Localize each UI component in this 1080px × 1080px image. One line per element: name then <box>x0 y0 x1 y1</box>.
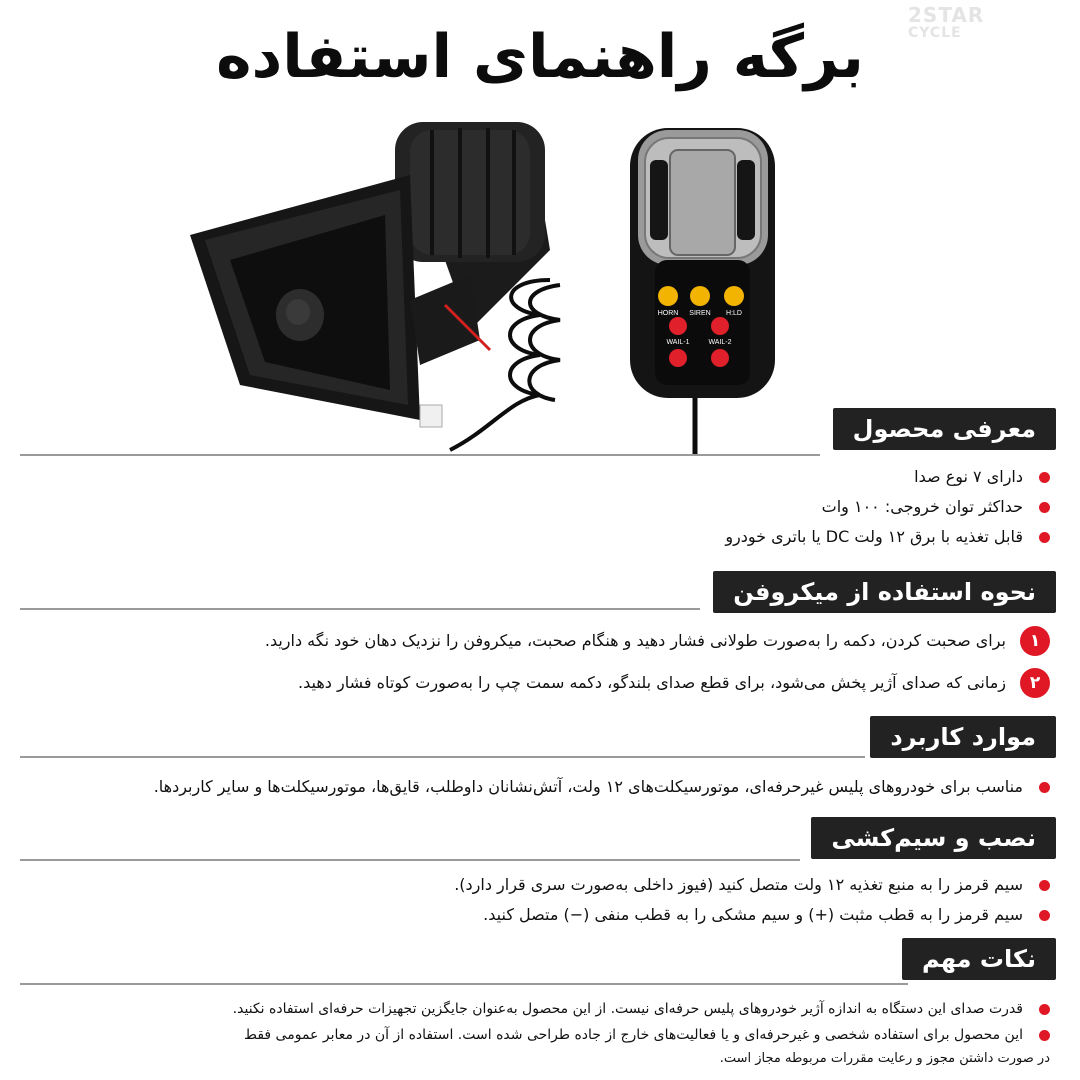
horn-label: HORN <box>657 310 679 317</box>
section-notes-header: نکات مهم <box>902 938 1056 980</box>
list-item: مناسب برای خودروهای پلیس غیرحرفه‌ای، موتورسیکلت‌های ۱۲ ولت، آتش‌نشانان داوطلب، قایق‌ها، موتورسیکلت‌ها و سایر کاربردها. <box>154 776 1050 798</box>
siren-speaker-illustration <box>170 100 810 460</box>
step-item: ۱ برای صحبت کردن، دکمه را به‌صورت طولانی فشار دهید و هنگام صحبت، میکروفن را نزدیک دهان خود نگه دارید. <box>265 630 1050 656</box>
section-usage-header: موارد کاربرد <box>870 716 1056 758</box>
step-item: ۲ زمانی که صدای آژیر پخش می‌شود، برای قطع صدای بلندگو، دکمه سمت چپ را به‌صورت کوتاه فشار دهید. <box>298 672 1050 698</box>
wail1-button <box>669 349 687 367</box>
section-intro-header: معرفی محصول <box>833 408 1056 450</box>
list-item: حداکثر توان خروجی: ۱۰۰ وات <box>822 496 1050 518</box>
list-item: دارای ۷ نوع صدا <box>914 466 1050 488</box>
notes-divider <box>20 983 908 985</box>
bullet-icon <box>1039 910 1050 921</box>
install-divider <box>20 859 800 861</box>
wail2-button <box>711 349 729 367</box>
page-title: برگه راهنمای استفاده <box>216 22 864 92</box>
wail1-button-top <box>669 317 687 335</box>
section-install-header: نصب و سیم‌کشی <box>811 817 1056 859</box>
list-item: قدرت صدای این دستگاه به اندازه آژیر خودروهای پلیس حرفه‌ای نیست. از این محصول به‌عنوان جایگزین تجهیزات حرفه‌ای استفاده نکنید. <box>233 998 1050 1020</box>
step-number-badge: ۱ <box>1020 626 1050 656</box>
wail1-label: WAIL-1 <box>666 339 690 346</box>
bullet-icon <box>1039 1030 1050 1041</box>
bullet-icon <box>1039 502 1050 513</box>
list-item: سیم قرمز را به منبع تغذیه ۱۲ ولت متصل کنید (فیوز داخلی به‌صورت سری قرار دارد). <box>454 874 1050 896</box>
list-item: قابل تغذیه با برق ۱۲ ولت DC یا باتری خودرو <box>725 526 1050 548</box>
bullet-icon <box>1039 1004 1050 1015</box>
list-item-continuation: در صورت داشتن مجوز و رعایت مقررات مربوطه مجاز است. <box>719 1051 1050 1066</box>
usage-divider <box>20 756 865 758</box>
watermark-logo: 2STAR CYCLE <box>908 3 985 41</box>
list-item: این محصول برای استفاده شخصی و غیرحرفه‌ای و یا فعالیت‌های خارج از جاده طراحی شده است. استفاده از آن در معابر عمومی فقط <box>244 1024 1050 1046</box>
bullet-icon <box>1039 782 1050 793</box>
list-item: سیم قرمز را به قطب مثبت (+) و سیم مشکی را به قطب منفی (−) متصل کنید. <box>483 904 1050 926</box>
wail2-label: WAIL-2 <box>708 339 732 346</box>
hold-label: H:LD <box>726 310 742 317</box>
horn-speaker-icon <box>190 122 550 427</box>
bullet-icon <box>1039 472 1050 483</box>
wail2-button-top <box>711 317 729 335</box>
horn-button <box>658 286 678 306</box>
mic-divider <box>20 608 700 610</box>
hold-button <box>724 286 744 306</box>
intro-divider <box>20 454 820 456</box>
step-number-badge: ۲ <box>1020 668 1050 698</box>
siren-button <box>690 286 710 306</box>
section-mic-header: نحوه استفاده از میکروفن <box>713 571 1056 613</box>
siren-label: SIREN <box>689 310 711 317</box>
bullet-icon <box>1039 532 1050 543</box>
bullet-icon <box>1039 880 1050 891</box>
product-image <box>170 100 810 460</box>
microphone-icon <box>630 128 775 398</box>
